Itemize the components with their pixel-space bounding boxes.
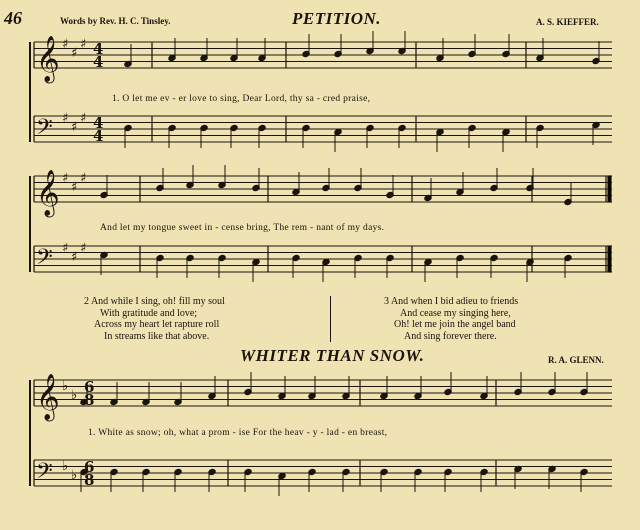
time-signature-numerator: 6 — [84, 378, 95, 396]
time-signature-denominator: 8 — [84, 471, 95, 489]
hymn-title-whiter-than-snow: WHITER THAN SNOW. — [240, 346, 425, 365]
key-signature-icon: ♯ — [80, 111, 87, 126]
key-signature-icon: ♯ — [71, 180, 78, 195]
composer-glenn: R. A. GLENN. — [548, 355, 604, 365]
verse-3-line-1: 3 And when I bid adieu to friends — [384, 296, 519, 307]
key-signature-icon: ♯ — [80, 241, 87, 256]
key-signature-icon: ♭ — [71, 388, 78, 403]
bass-clef-icon: 𝄢 — [36, 245, 53, 275]
verse-2-line-4: In streams like that above. — [104, 330, 210, 342]
bass-clef-icon: 𝄢 — [36, 459, 53, 489]
time-signature-numerator: 6 — [84, 458, 95, 476]
verse-2-line-1: 2 And while I sing, oh! fill my soul — [84, 296, 225, 307]
lyrics-hymn1-line2: And let my tongue sweet in - cense bring, The rem - nant of my days. — [100, 223, 385, 233]
verse-3-line-2: And cease my singing here, — [400, 307, 511, 319]
time-signature-numerator: 4 — [93, 40, 104, 58]
time-signature-denominator: 8 — [84, 391, 95, 409]
lyrics-hymn2-line1: 1. White as snow; oh, what a prom - ise For the heav - y - lad - en breast, — [88, 428, 388, 438]
hymn-title-petition: PETITION. — [292, 9, 382, 28]
key-signature-icon: ♯ — [80, 171, 87, 186]
time-signature-denominator: 4 — [93, 53, 104, 71]
verse-3-line-3: Oh! let me join the angel band — [394, 319, 516, 330]
time-signature-numerator: 4 — [93, 114, 104, 132]
verse-3 — [384, 296, 518, 342]
verse-divider — [330, 296, 331, 342]
key-signature-icon: ♭ — [71, 468, 78, 483]
time-signature-denominator: 4 — [93, 127, 104, 145]
composer-kieffer: A. S. KIEFFER. — [536, 17, 599, 27]
verse-2 — [84, 296, 225, 342]
verse-3-line-4: And sing forever there. — [404, 330, 497, 342]
key-signature-icon: ♭ — [62, 379, 69, 394]
key-signature-icon: ♯ — [62, 37, 69, 52]
key-signature-icon: ♯ — [62, 171, 69, 186]
key-signature-icon: ♭ — [62, 459, 69, 474]
lyrics-hymn1-line1: 1. O let me ev - er love to sing, Dear Lord, thy sa - cred praise, — [112, 94, 371, 104]
key-signature-icon: ♯ — [80, 37, 87, 52]
key-signature-icon: ♯ — [71, 120, 78, 135]
key-signature-icon: ♯ — [71, 250, 78, 265]
treble-clef-icon: 𝄞 — [36, 374, 60, 420]
key-signature-icon: ♯ — [71, 46, 78, 61]
verse-2-line-2: With gratitude and love; — [100, 307, 198, 319]
final-barline — [608, 176, 611, 202]
key-signature-icon: ♯ — [62, 241, 69, 256]
final-barline — [608, 246, 611, 272]
treble-clef-icon: 𝄞 — [36, 170, 60, 216]
verse-2-line-3: Across my heart let rapture roll — [94, 319, 220, 330]
page-number: 46 — [4, 8, 22, 28]
words-credit: Words by Rev. H. C. Tinsley. — [60, 16, 171, 26]
key-signature-icon: ♯ — [62, 111, 69, 126]
treble-clef-icon: 𝄞 — [36, 36, 60, 82]
bass-clef-icon: 𝄢 — [36, 115, 53, 145]
